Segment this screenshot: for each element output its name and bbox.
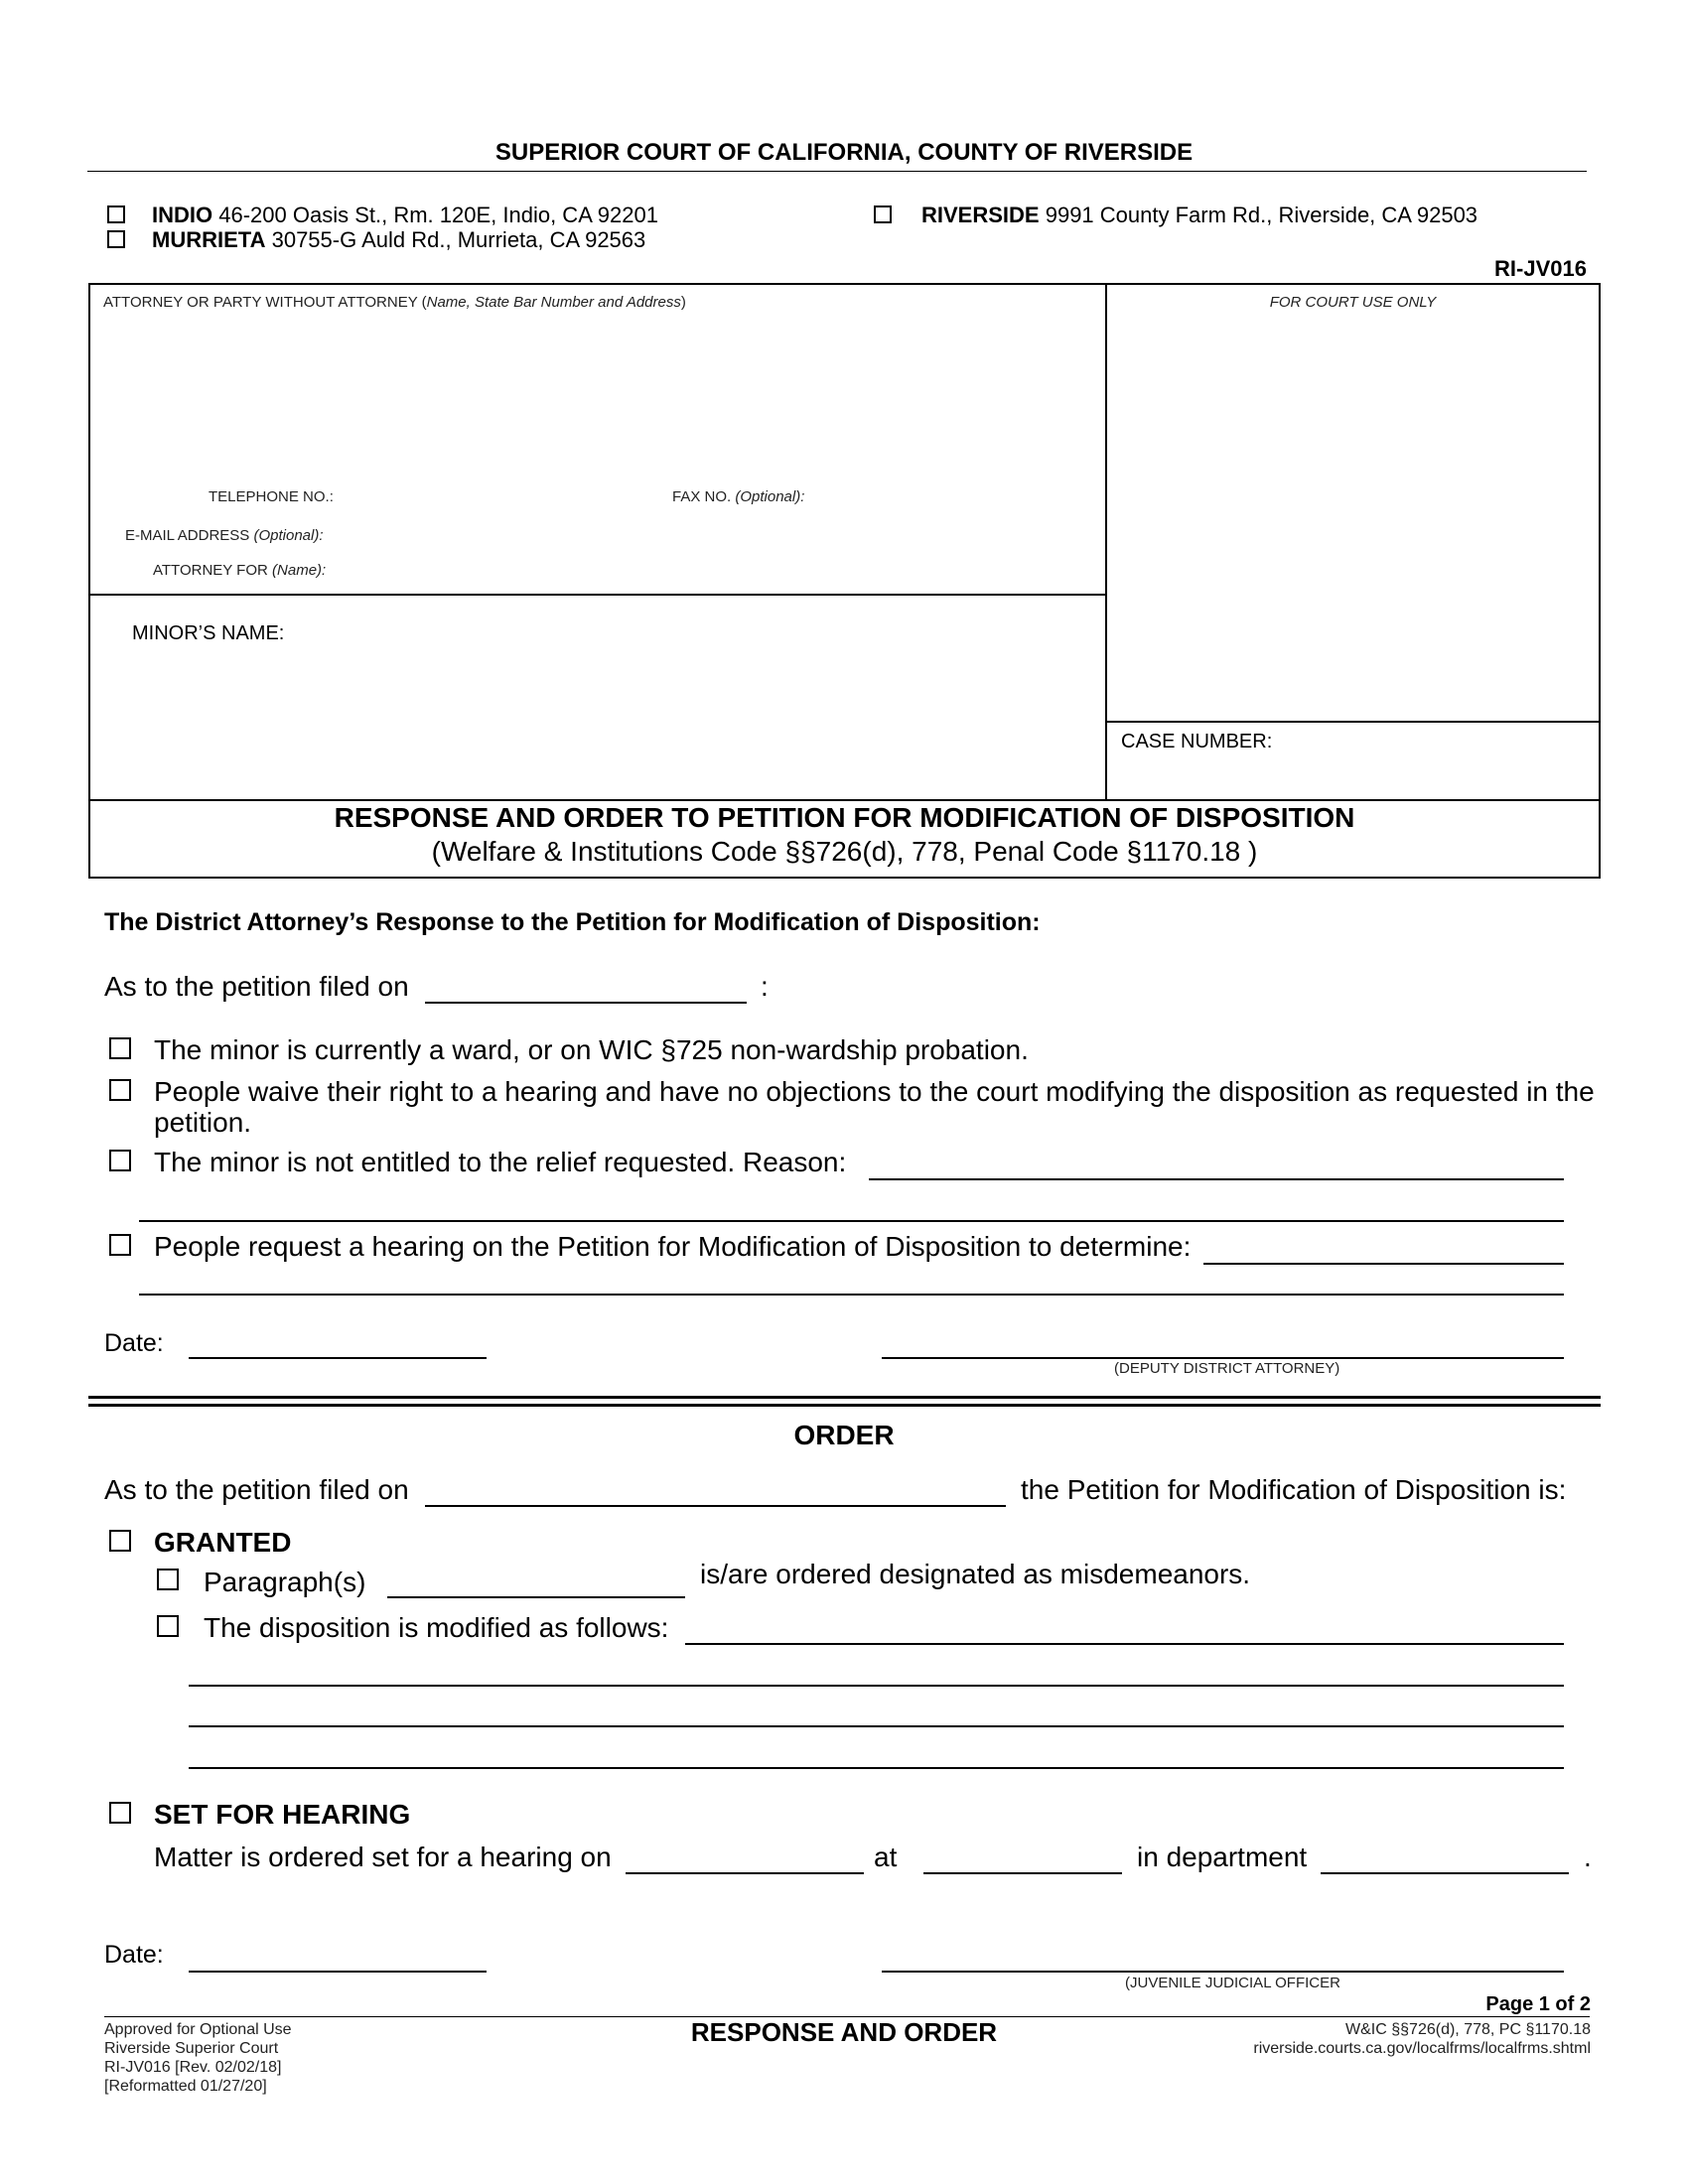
footer-right	[1253, 2020, 1591, 2058]
indio-location	[152, 203, 658, 228]
order-separator-bottom	[88, 1404, 1601, 1407]
reason-field-line-2[interactable]	[139, 1220, 1564, 1222]
paragraphs-field[interactable]	[387, 1596, 685, 1598]
modified-field-line-4[interactable]	[189, 1767, 1564, 1769]
not-entitled-text: The minor is not entitled to the relief requested. Reason:	[154, 1147, 847, 1177]
fax-label-text: FAX NO.	[672, 488, 732, 505]
response-petition-label: As to the petition filed on	[104, 971, 409, 1002]
attorney-for-label	[153, 562, 326, 579]
request-hearing-checkbox[interactable]	[109, 1234, 131, 1256]
riverside-checkbox[interactable]	[874, 205, 892, 223]
footer-form-name: RESPONSE AND ORDER	[690, 2017, 998, 2047]
order-separator-top	[88, 1396, 1601, 1399]
footer-left-line: RI-JV016 [Rev. 02/02/18]	[104, 2059, 282, 2076]
court-use-label: FOR COURT USE ONLY	[1269, 294, 1437, 311]
court-title: SUPERIOR COURT OF CALIFORNIA, COUNTY OF RIVERSIDE	[494, 139, 1194, 166]
response-petition-date-field[interactable]	[425, 1002, 747, 1004]
determine-field-line-2[interactable]	[139, 1294, 1564, 1296]
form-subtitle: (Welfare & Institutions Code §§726(d), 778, Penal Code §1170.18 )	[431, 836, 1258, 867]
caption-box	[88, 283, 1601, 879]
order-petition-label: As to the petition filed on	[104, 1474, 409, 1505]
order-heading: ORDER	[793, 1420, 895, 1450]
case-number-divider	[1105, 721, 1601, 723]
hearing-at-label: at	[874, 1842, 898, 1872]
attorney-label-close: )	[680, 294, 686, 311]
response-date-field[interactable]	[189, 1357, 487, 1359]
attorney-for-text: ATTORNEY FOR	[153, 562, 268, 579]
riverside-location	[921, 203, 1477, 228]
modified-field-line-2[interactable]	[189, 1685, 1564, 1687]
page-number: Page 1 of 2	[1485, 1993, 1591, 2015]
attorney-label-hint: Name, State Bar Number and Address	[426, 294, 681, 311]
hearing-period: .	[1584, 1842, 1592, 1872]
riverside-name: RIVERSIDE	[921, 203, 1040, 227]
granted-label: GRANTED	[154, 1527, 292, 1558]
waive-hearing-checkbox[interactable]	[109, 1079, 131, 1101]
modified-field-line-3[interactable]	[189, 1725, 1564, 1727]
hearing-date-field[interactable]	[626, 1872, 864, 1874]
indio-name: INDIO	[152, 203, 213, 227]
judicial-officer-signature-line[interactable]	[882, 1971, 1564, 1973]
judicial-officer-caption: (JUVENILE JUDICIAL OFFICER	[1125, 1975, 1340, 1991]
response-date-label: Date:	[104, 1329, 164, 1357]
ward-checkbox[interactable]	[109, 1037, 131, 1059]
deputy-da-signature-line[interactable]	[882, 1357, 1564, 1359]
order-petition-is: the Petition for Modification of Disposition is:	[1021, 1474, 1567, 1505]
response-petition-colon: :	[761, 971, 769, 1002]
paragraphs-suffix: is/are ordered designated as misdemeanors.	[700, 1559, 1251, 1589]
order-petition-date-field[interactable]	[425, 1505, 1006, 1507]
email-label-text: E-MAIL ADDRESS	[125, 527, 250, 544]
hearing-department-label: in department	[1137, 1842, 1308, 1872]
paragraphs-label: Paragraph(s)	[204, 1567, 366, 1597]
indio-address: 46-200 Oasis St., Rm. 120E, Indio, CA 92201	[218, 203, 658, 227]
attorney-label	[103, 294, 686, 311]
footer-left-line: Approved for Optional Use	[104, 2021, 292, 2038]
ward-text: The minor is currently a ward, or on WIC §725 non-wardship probation.	[154, 1034, 1029, 1065]
indio-checkbox[interactable]	[107, 205, 125, 223]
order-date-field[interactable]	[189, 1971, 487, 1973]
request-hearing-text: People request a hearing on the Petition for Modification of Disposition to determine:	[154, 1231, 1192, 1262]
response-heading: The District Attorney’s Response to the Petition for Modification of Disposition:	[104, 908, 1041, 936]
waive-hearing-text: People waive their right to a hearing and have no objections to the court modifying the disposition as requested in the	[154, 1076, 1595, 1107]
reason-field[interactable]	[869, 1178, 1564, 1180]
murrieta-name: MURRIETA	[152, 227, 266, 252]
case-number-label: CASE NUMBER:	[1121, 731, 1273, 752]
header-rule	[87, 171, 1587, 172]
murrieta-location	[152, 227, 645, 253]
not-entitled-checkbox[interactable]	[109, 1150, 131, 1171]
modified-label: The disposition is modified as follows:	[204, 1612, 669, 1643]
murrieta-checkbox[interactable]	[107, 230, 125, 248]
footer-url[interactable]: riverside.courts.ca.gov/localfrms/localfrms.shtml	[1253, 2040, 1591, 2057]
granted-checkbox[interactable]	[109, 1530, 131, 1552]
attorney-label-text: ATTORNEY OR PARTY WITHOUT ATTORNEY (	[103, 294, 427, 311]
attorney-for-hint: (Name):	[272, 562, 327, 579]
set-for-hearing-checkbox[interactable]	[109, 1802, 131, 1824]
form-number: RI-JV016	[1494, 256, 1587, 281]
order-date-label: Date:	[104, 1941, 164, 1969]
telephone-label: TELEPHONE NO.:	[209, 488, 334, 505]
footer-left-line: Riverside Superior Court	[104, 2040, 279, 2057]
footer-left-line: [Reformatted 01/27/20]	[104, 2078, 267, 2095]
form-title: RESPONSE AND ORDER TO PETITION FOR MODIFICATION OF DISPOSITION	[334, 802, 1355, 833]
attorney-divider	[88, 594, 1106, 596]
email-optional: (Optional):	[253, 527, 324, 544]
riverside-address: 9991 County Farm Rd., Riverside, CA 92503	[1045, 203, 1478, 227]
modified-checkbox[interactable]	[157, 1615, 179, 1637]
hearing-text: Matter is ordered set for a hearing on	[154, 1842, 612, 1872]
modified-field-line-1[interactable]	[685, 1643, 1564, 1645]
title-divider	[88, 799, 1601, 801]
set-for-hearing-label: SET FOR HEARING	[154, 1799, 411, 1830]
deputy-da-caption: (DEPUTY DISTRICT ATTORNEY)	[1114, 1360, 1340, 1377]
fax-label	[672, 488, 804, 505]
determine-field[interactable]	[1203, 1263, 1564, 1265]
murrieta-address: 30755-G Auld Rd., Murrieta, CA 92563	[271, 227, 646, 252]
paragraphs-checkbox[interactable]	[157, 1569, 179, 1590]
waive-hearing-text-cont: petition.	[154, 1107, 252, 1138]
hearing-time-field[interactable]	[923, 1872, 1122, 1874]
fax-optional: (Optional):	[735, 488, 805, 505]
footer-statute: W&IC §§726(d), 778, PC §1170.18	[1345, 2021, 1591, 2038]
hearing-department-field[interactable]	[1321, 1872, 1569, 1874]
minor-name-label: MINOR’S NAME:	[132, 622, 285, 644]
email-label	[125, 527, 324, 544]
